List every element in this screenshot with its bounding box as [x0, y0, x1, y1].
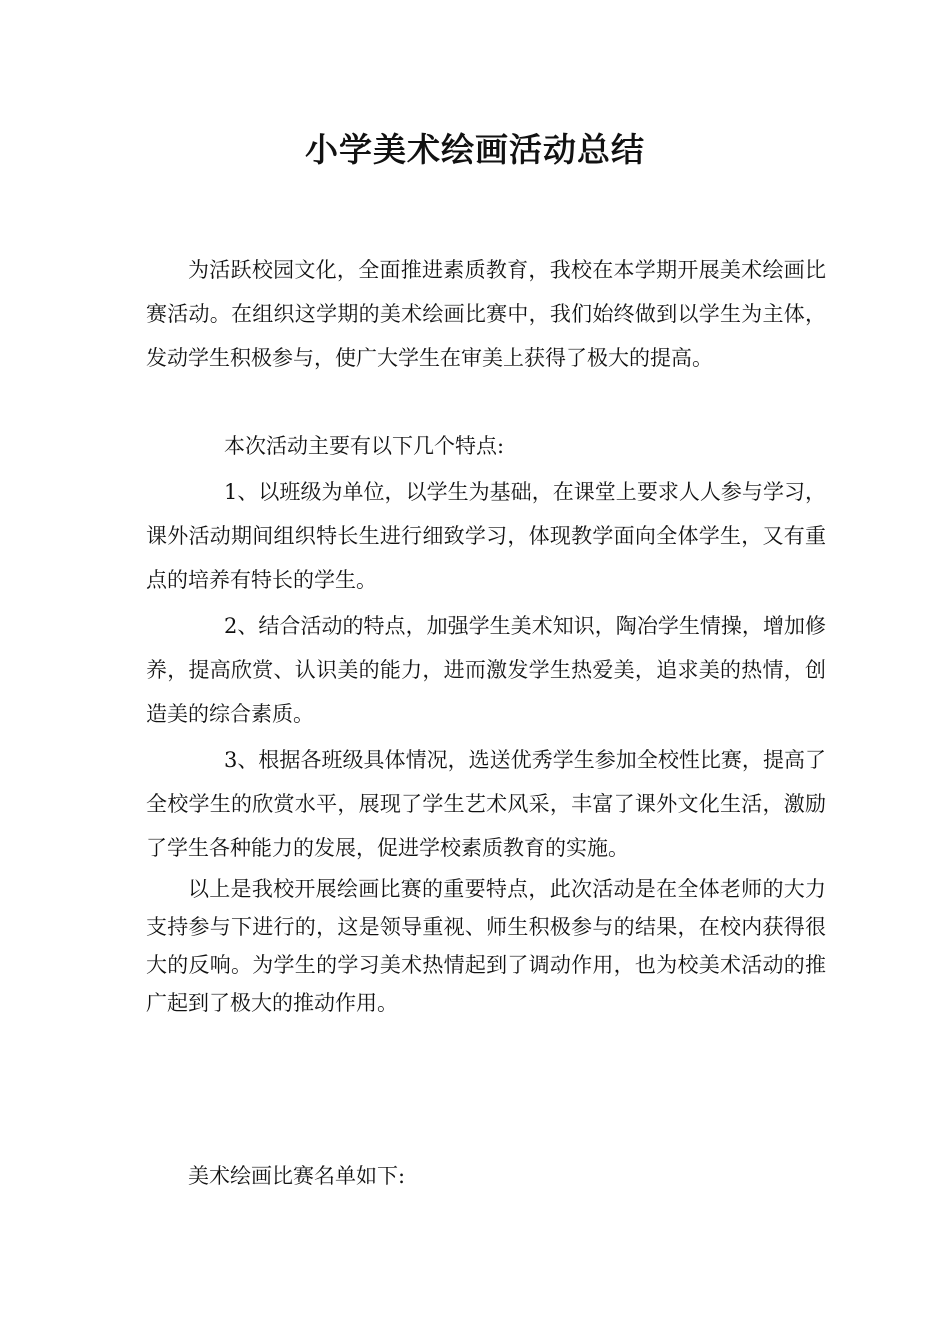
feature-3-paragraph: 3、根据各班级具体情况，选送优秀学生参加全校性比赛，提高了全校学生的欣赏水平，展现了学生艺术风采，丰富了课外文化生活，激励了学生各种能力的发展，促进学校素质教育的实施。 — [146, 748, 826, 860]
features-lead-paragraph: 本次活动主要有以下几个特点: — [224, 434, 505, 458]
conclusion-paragraph: 以上是我校开展绘画比赛的重要特点，此次活动是在全体老师的大力支持参与下进行的，这是领导重视、师生积极参与的结果，在校内获得很大的反响。为学生的学习美术热情起到了调动作用，也为校美术活动的推广起到了极大的推动作用。 — [146, 877, 826, 1015]
feature-2-paragraph: 2、结合活动的特点，加强学生美术知识，陶冶学生情操，增加修养，提高欣赏、认识美的能力，进而激发学生热爱美，追求美的热情，创造美的综合素质。 — [146, 614, 826, 726]
document-title: 小学美术绘画活动总结 — [305, 130, 645, 169]
list-intro-paragraph: 美术绘画比赛名单如下: — [188, 1164, 406, 1188]
intro-paragraph: 为活跃校园文化，全面推进素质教育，我校在本学期开展美术绘画比赛活动。在组织这学期的美术绘画比赛中，我们始终做到以学生为主体，发动学生积极参与，使广大学生在审美上获得了极大的提高。 — [146, 258, 826, 370]
feature-1-paragraph: 1、以班级为单位，以学生为基础，在课堂上要求人人参与学习，课外活动期间组织特长生进行细致学习，体现教学面向全体学生，又有重点的培养有特长的学生。 — [146, 480, 826, 592]
